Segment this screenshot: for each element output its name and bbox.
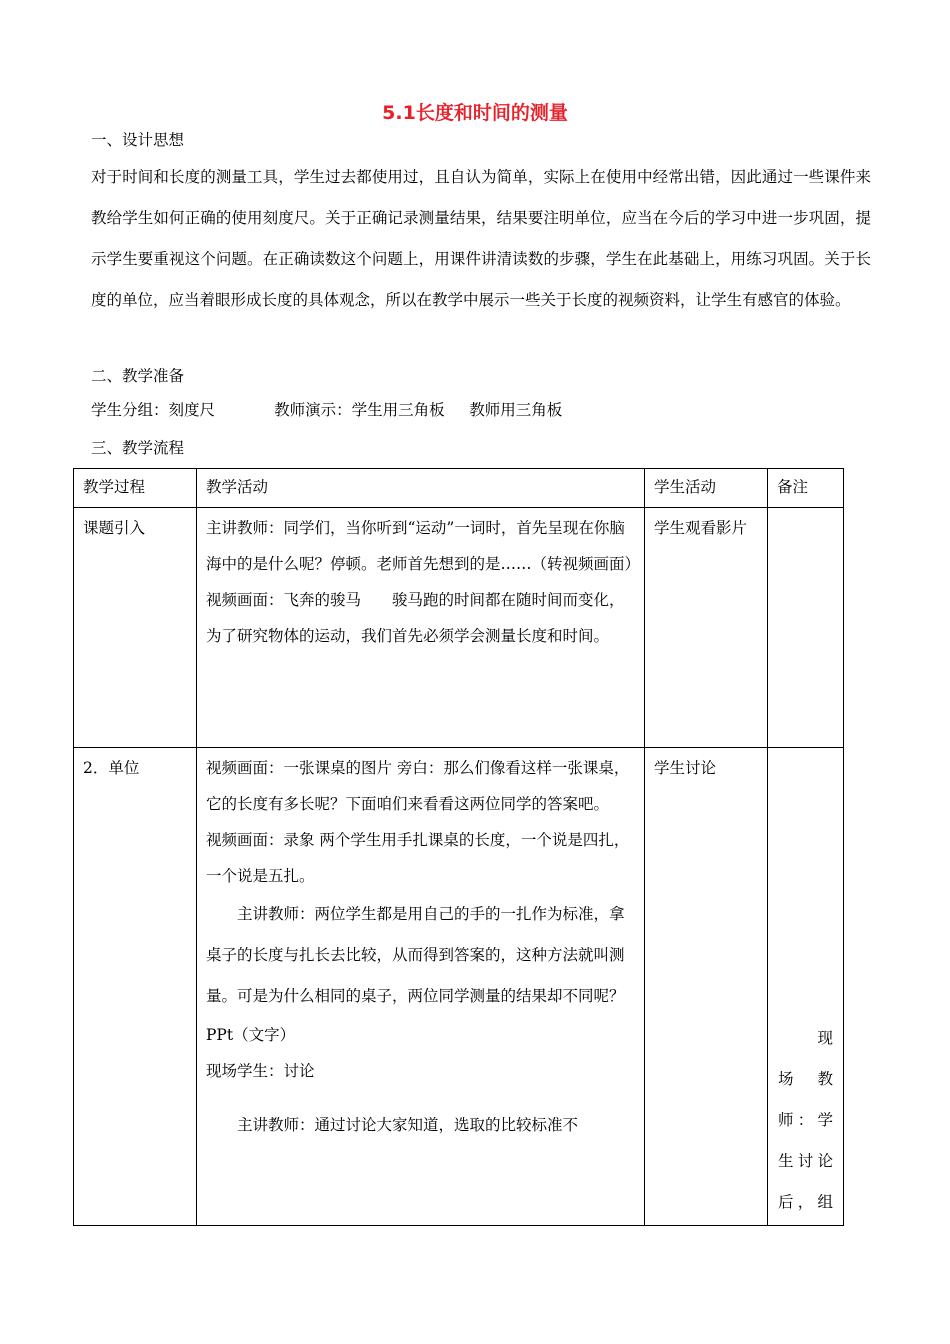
row2-student: 学生讨论 bbox=[645, 748, 768, 1226]
row1-process: 课题引入 bbox=[74, 508, 197, 748]
section-heading-preparation: 二、教学准备 bbox=[91, 367, 185, 385]
row2-process: 2．单位 bbox=[74, 748, 197, 1226]
row2-activity-p6: 主讲教师：通过讨论大家知道，选取的比较标准不 bbox=[237, 1116, 579, 1134]
remark-line: 生讨论 bbox=[778, 1152, 833, 1170]
remark-line: 后，组 bbox=[778, 1193, 833, 1211]
prep-students: 学生分组：刻度尺 bbox=[91, 401, 216, 419]
preparation-line bbox=[91, 398, 562, 420]
teaching-flow-table bbox=[73, 468, 844, 1226]
remark-line: 场 教 bbox=[778, 1070, 833, 1088]
row1-activity bbox=[197, 508, 645, 748]
row1-student: 学生观看影片 bbox=[645, 508, 768, 748]
row2-activity bbox=[197, 748, 645, 1226]
table-header-row bbox=[74, 469, 844, 508]
row2-activity-p2: 视频画面：录象 两个学生用手扎课桌的长度，一个说是四扎，一个说是五扎。 bbox=[206, 831, 630, 885]
row1-activity-p2: 视频画面：飞奔的骏马 骏马跑的时间都在随时间而变化，为了研究物体的运动，我们首先必须学会测量长度和时间。 bbox=[206, 591, 625, 645]
page-title: 5.1长度和时间的测量 bbox=[382, 102, 568, 124]
row2-activity-p4: PPt（文字） bbox=[206, 1026, 296, 1044]
header-cell-process: 教学过程 bbox=[74, 469, 197, 508]
table-row bbox=[74, 508, 844, 748]
table-row bbox=[74, 748, 844, 1226]
row2-activity-p1: 视频画面：一张课桌的图片 旁白：那么们像看这样一张课桌，它的长度有多长呢？下面咱们来看看这两位同学的答案吧。 bbox=[206, 759, 630, 813]
section-heading-flow: 三、教学流程 bbox=[91, 439, 185, 457]
header-cell-remark: 备注 bbox=[768, 469, 844, 508]
section-heading-design: 一、设计思想 bbox=[91, 131, 185, 149]
header-cell-activity: 教学活动 bbox=[197, 469, 645, 508]
remark-line: 师：学 bbox=[778, 1111, 833, 1129]
row2-remark bbox=[768, 748, 844, 1226]
row1-remark bbox=[768, 508, 844, 748]
row2-activity-p3: 主讲教师：两位学生都是用自己的手的一扎作为标准，拿桌子的长度与扎长去比较，从而得到答案的，这种方法就叫测量。可是为什么相同的桌子，两位同学测量的结果却不同呢？ bbox=[206, 905, 625, 1005]
design-paragraph: 对于时间和长度的测量工具，学生过去都使用过，且自认为简单，实际上在使用中经常出错，因此通过一些课件来教给学生如何正确的使用刻度尺。关于正确记录测量结果，结果要注明单位，应当在今后的学习中进一步巩固，提示学生要重视这个问题。在正确读数这个问题上，用课件讲清读数的步骤，学生在此基础上，用练习巩固。关于长度的单位，应当着眼形成长度的具体观念，所以在教学中展示一些关于长度的视频资料，让学生有感官的体验。 bbox=[91, 168, 871, 309]
remark-line: 现 bbox=[817, 1029, 833, 1047]
row2-activity-p5: 现场学生：讨论 bbox=[206, 1062, 315, 1080]
prep-teacher-demo: 教师演示：学生用三角板 bbox=[274, 401, 445, 419]
row1-activity-p1: 主讲教师：同学们，当你听到“运动”一词时，首先呈现在你脑海中的是什么呢？停顿。老师首先想到的是……（转视频画面） bbox=[206, 519, 641, 573]
prep-teacher-use: 教师用三角板 bbox=[469, 401, 563, 419]
header-cell-student: 学生活动 bbox=[645, 469, 768, 508]
